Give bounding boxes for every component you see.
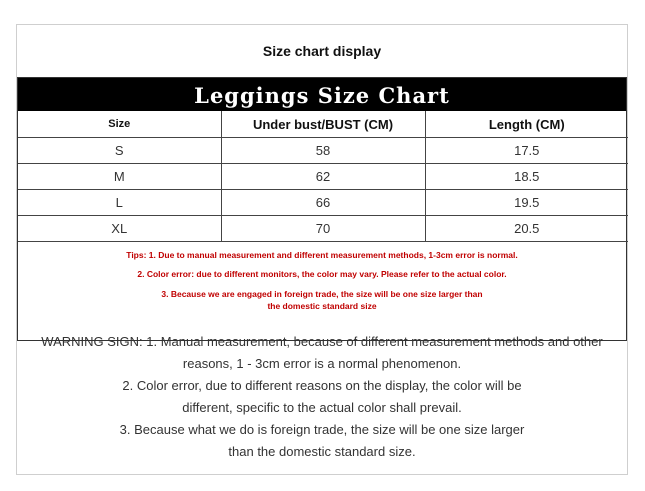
table-row	[18, 164, 628, 190]
table-header-row	[18, 111, 628, 138]
cell-size: S	[18, 138, 221, 164]
page-title: Size chart display	[262, 43, 382, 59]
cell-under-bust: 58	[221, 138, 425, 164]
cell-length: 18.5	[425, 164, 628, 190]
size-table	[18, 111, 628, 242]
tip-2: 2. Color error: due to different monitors, the color may vary. Please refer to the actual color.	[137, 269, 507, 279]
cell-size: M	[18, 164, 221, 190]
warning-line: WARNING SIGN: 1. Manual measurement, because of different measurement methods and other	[41, 334, 603, 349]
size-chart-frame	[16, 24, 628, 475]
cell-under-bust: 66	[221, 190, 425, 216]
table-row	[18, 190, 628, 216]
table-row	[18, 216, 628, 242]
cell-size: L	[18, 190, 221, 216]
cell-length: 19.5	[425, 190, 628, 216]
warning-line: reasons, 1 - 3cm error is a normal phenomenon.	[182, 356, 462, 371]
tips-section	[18, 242, 626, 312]
header-size: Size	[18, 111, 221, 138]
tip-3: 3. Because we are engaged in foreign trade, the size will be one size larger than the domestic standard size	[161, 289, 483, 311]
table-row	[18, 138, 628, 164]
warning-line: 3. Because what we do is foreign trade, the size will be one size larger	[119, 422, 525, 437]
header-length: Length (CM)	[425, 111, 628, 138]
cell-length: 20.5	[425, 216, 628, 242]
warning-line: 2. Color error, due to different reasons on the display, the color will be	[122, 378, 522, 393]
tip-1: Tips: 1. Due to manual measurement and different measurement methods, 1-3cm error is normal.	[126, 250, 518, 260]
warning-text	[17, 331, 627, 463]
warning-line: different, specific to the actual color shall prevail.	[182, 400, 462, 415]
chart-heading: Leggings Size Chart	[18, 78, 626, 111]
size-chart-box	[17, 77, 627, 341]
warning-line: than the domestic standard size.	[228, 444, 416, 459]
cell-size: XL	[18, 216, 221, 242]
cell-under-bust: 62	[221, 164, 425, 190]
cell-length: 17.5	[425, 138, 628, 164]
cell-under-bust: 70	[221, 216, 425, 242]
header-under-bust: Under bust/BUST (CM)	[221, 111, 425, 138]
